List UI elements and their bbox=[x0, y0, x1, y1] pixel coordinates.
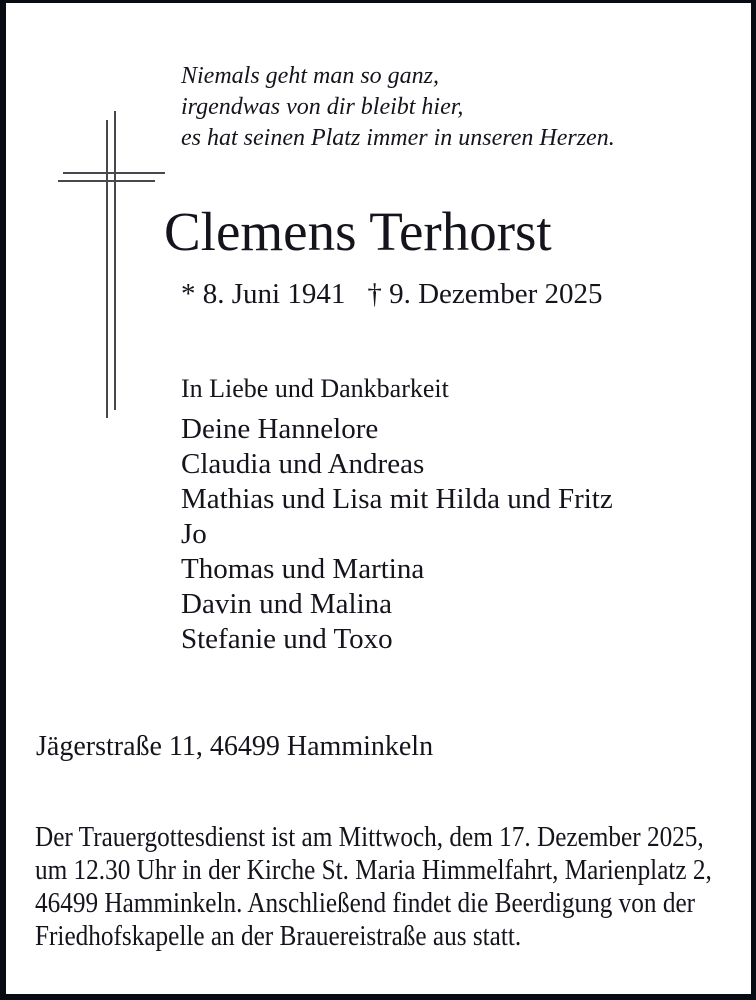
mourners-list bbox=[181, 412, 613, 657]
mourner-name: Claudia und Andreas bbox=[181, 448, 425, 480]
mourner-name: Stefanie und Toxo bbox=[181, 623, 393, 655]
epigraph bbox=[181, 61, 615, 154]
death-date: † 9. Dezember 2025 bbox=[367, 278, 603, 310]
tribute-intro: In Liebe und Dankbarkeit bbox=[181, 374, 449, 403]
service-line: Der Trauergottesdienst ist am Mittwoch, dem 17. Dezember 2025, bbox=[35, 821, 704, 853]
life-dates bbox=[181, 277, 603, 311]
service-details bbox=[35, 821, 756, 953]
service-line: 46499 Hamminkeln. Anschließend findet die Beerdigung von der bbox=[35, 887, 696, 919]
epigraph-line: Niemals geht man so ganz, bbox=[181, 63, 439, 89]
epigraph-line: irgendwas von dir bleibt hier, bbox=[181, 94, 464, 120]
mourner-name: Deine Hannelore bbox=[181, 413, 379, 445]
mourner-name: Thomas und Martina bbox=[181, 553, 425, 585]
mourner-name: Davin und Malina bbox=[181, 588, 393, 620]
address-line: Jägerstraße 11, 46499 Hamminkeln bbox=[36, 731, 434, 762]
cross-icon bbox=[56, 108, 176, 420]
service-line: um 12.30 Uhr in der Kirche St. Maria Himmelfahrt, Marienplatz 2, bbox=[35, 854, 712, 886]
birth-date: * 8. Juni 1941 bbox=[181, 278, 346, 310]
deceased-name: Clemens Terhorst bbox=[164, 201, 552, 262]
service-line: Friedhofskapelle an der Brauereistraße aus statt. bbox=[35, 920, 522, 952]
epigraph-line: es hat seinen Platz immer in unseren Herzen. bbox=[181, 125, 615, 151]
mourner-name: Jo bbox=[181, 518, 207, 550]
mourner-name: Mathias und Lisa mit Hilda und Fritz bbox=[181, 483, 613, 515]
